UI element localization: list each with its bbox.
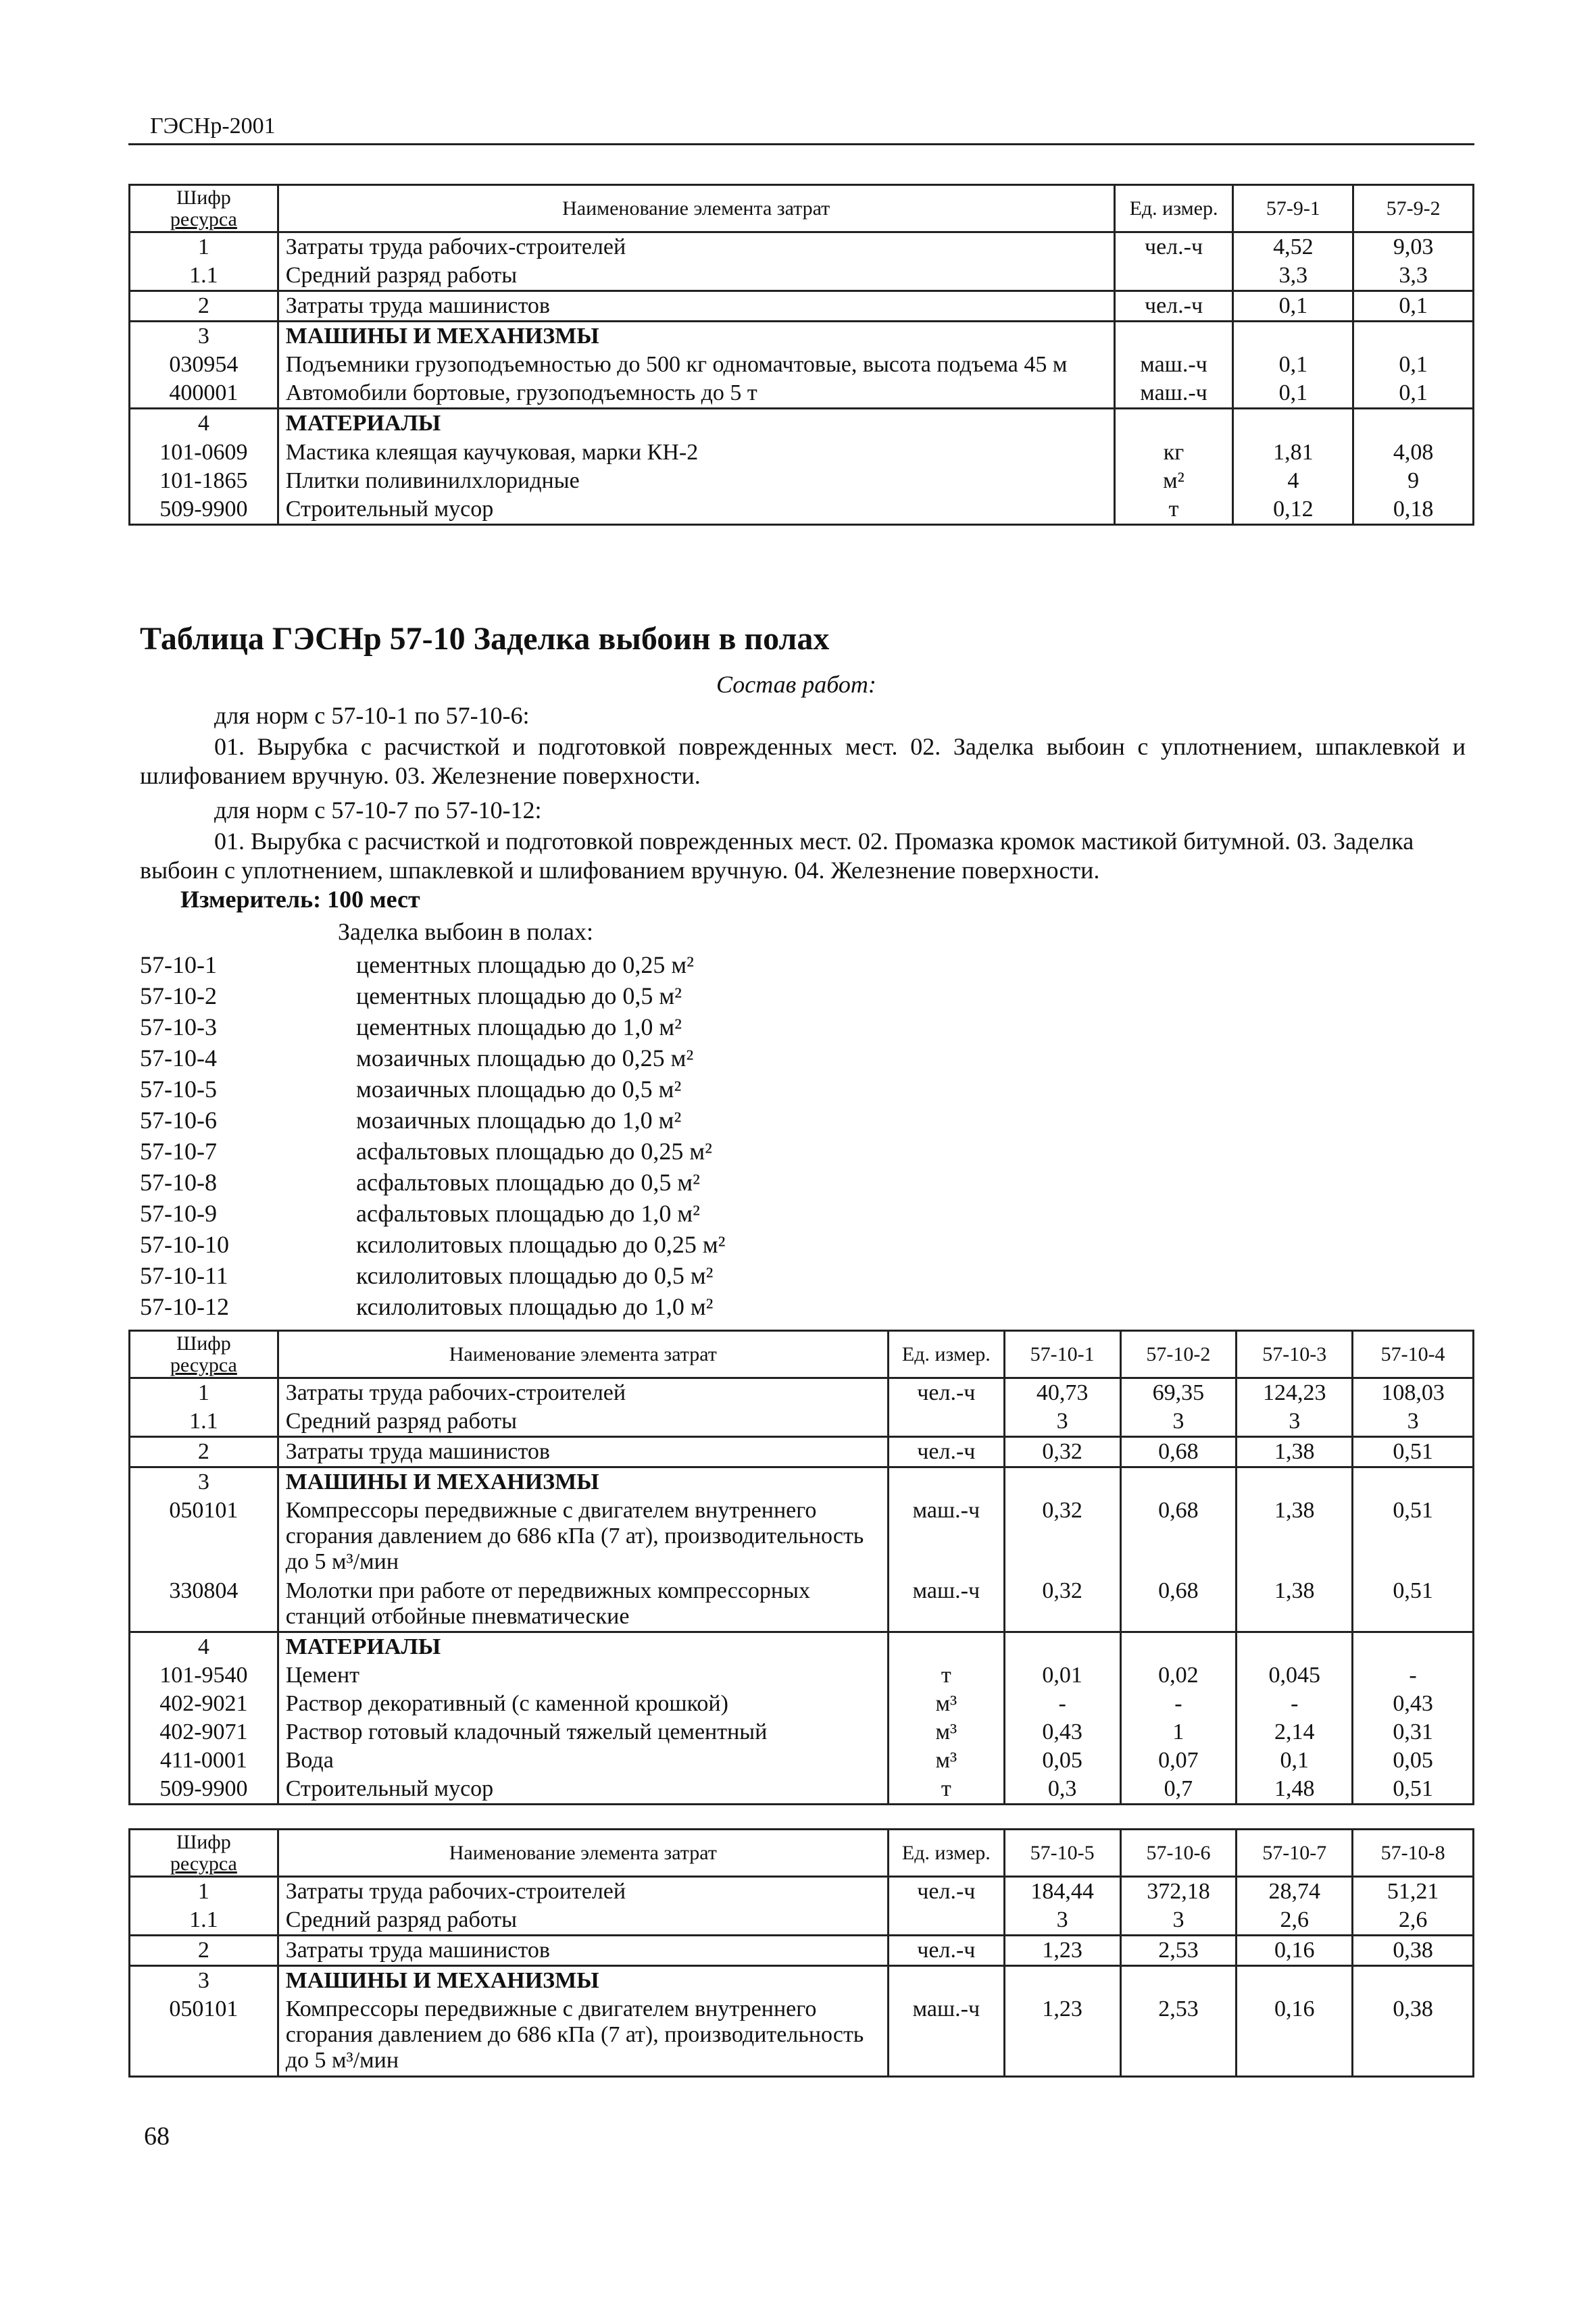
resource-unit: т: [888, 1661, 1004, 1690]
header-norm-column: 57-10-4: [1353, 1331, 1474, 1378]
resource-code: 402-9071: [130, 1718, 278, 1746]
norm-value: 0,38: [1353, 1936, 1474, 1966]
resource-unit: [888, 1632, 1004, 1661]
resource-unit: маш.-ч: [1114, 379, 1233, 409]
norm-value: 4,52: [1233, 232, 1353, 262]
norm-description: ксилолитовых площадью до 0,25 м²: [356, 1231, 726, 1258]
norm-value: 3: [1004, 1906, 1120, 1936]
table-row: [130, 232, 1474, 262]
resource-name: Компрессоры передвижные с двигателем внутреннего сгорания давлением до 686 кПа (7 ат), производительность до 5 м³/мин: [278, 1995, 888, 2076]
norm-code: 57-10-10: [140, 1231, 229, 1258]
norm-range-1: для норм с 57-10-1 по 57-10-6:: [214, 702, 530, 729]
norm-value: [1120, 1632, 1237, 1661]
resource-name: Подъемники грузоподъемностью до 500 кг одномачтовые, высота подъема 45 м: [278, 351, 1114, 379]
norm-value: 0,1: [1233, 291, 1353, 322]
table-row: [130, 291, 1474, 322]
norm-value: 0,32: [1004, 1437, 1120, 1467]
header-name: Наименование элемента затрат: [278, 1830, 888, 1877]
resource-name: Затраты труда рабочих-строителей: [278, 1877, 888, 1907]
norm-value: [1120, 1966, 1237, 1996]
norm-value: 0,045: [1237, 1661, 1353, 1690]
norm-description: цементных площадью до 1,0 м²: [356, 1013, 682, 1040]
table-row: [130, 409, 1474, 438]
norm-description: ксилолитовых площадью до 0,5 м²: [356, 1262, 714, 1289]
resource-code: 1: [130, 232, 278, 262]
table-row: [130, 1661, 1474, 1690]
resource-name: Затраты труда машинистов: [278, 1936, 888, 1966]
resource-table-57-9: [128, 184, 1474, 526]
norm-value: 1,38: [1237, 1437, 1353, 1467]
resource-code: 4: [130, 409, 278, 438]
norm-range-2: для норм с 57-10-7 по 57-10-12:: [214, 797, 542, 824]
norm-list-item: [140, 1229, 725, 1260]
norm-value: 0,01: [1004, 1661, 1120, 1690]
table-row: [130, 467, 1474, 495]
norm-value: 9,03: [1353, 232, 1474, 262]
table-row: [130, 1966, 1474, 1996]
resource-name: МАШИНЫ И МЕХАНИЗМЫ: [278, 322, 1114, 351]
table-row: [130, 495, 1474, 525]
header-norm-column: 57-10-7: [1237, 1830, 1353, 1877]
header-row: [130, 185, 1474, 232]
resource-unit: маш.-ч: [888, 1577, 1004, 1632]
norm-value: 4,08: [1353, 438, 1474, 467]
norm-value: 0,32: [1004, 1577, 1120, 1632]
header-norm-column: 57-10-8: [1353, 1830, 1474, 1877]
norm-value: 1,38: [1237, 1496, 1353, 1576]
norm-list-item: [140, 1291, 725, 1322]
resource-unit: м²: [1114, 467, 1233, 495]
resource-unit: м³: [888, 1690, 1004, 1718]
resource-name: Раствор декоративный (с каменной крошкой): [278, 1690, 888, 1718]
header-row: [130, 1331, 1474, 1378]
resource-name: МАШИНЫ И МЕХАНИЗМЫ: [278, 1467, 888, 1497]
resource-code: 030954: [130, 351, 278, 379]
page-number: 68: [144, 2122, 170, 2150]
norm-value: 0,38: [1353, 1995, 1474, 2076]
norm-description: цементных площадью до 0,5 м²: [356, 982, 682, 1009]
norm-value: 2,6: [1353, 1906, 1474, 1936]
header-norm-column: 57-10-1: [1004, 1331, 1120, 1378]
resource-name: МАТЕРИАЛЫ: [278, 1632, 888, 1661]
header-norm-column: 57-10-6: [1120, 1830, 1237, 1877]
header-norm-column: 57-9-1: [1233, 185, 1353, 232]
resource-code: 1.1: [130, 261, 278, 291]
norm-value: [1353, 409, 1474, 438]
table-title: Таблица ГЭСНр 57-10 Заделка выбоин в полах: [140, 621, 830, 657]
document-code: ГЭСНр-2001: [150, 114, 276, 139]
norm-code: 57-10-1: [140, 951, 217, 978]
norm-code: 57-10-2: [140, 982, 217, 1009]
norm-description: цементных площадью до 0,25 м²: [356, 951, 694, 978]
norm-description: асфальтовых площадью до 0,5 м²: [356, 1169, 700, 1196]
header-code-line1: Шифр: [176, 1332, 231, 1355]
table-row: [130, 1906, 1474, 1936]
norm-value: 0,1: [1233, 379, 1353, 409]
resource-code: 050101: [130, 1995, 278, 2076]
norm-value: [1353, 322, 1474, 351]
norm-value: 3: [1353, 1407, 1474, 1437]
norm-list-item: [140, 949, 725, 980]
norm-value: 0,05: [1004, 1746, 1120, 1775]
norm-value: 0,02: [1120, 1661, 1237, 1690]
norm-value: 51,21: [1353, 1877, 1474, 1907]
header-row: [130, 1830, 1474, 1877]
norm-list-item: [140, 1260, 725, 1291]
resource-unit: [888, 1906, 1004, 1936]
resource-unit: чел.-ч: [888, 1378, 1004, 1408]
resource-code: 4: [130, 1632, 278, 1661]
norm-value: 372,18: [1120, 1877, 1237, 1907]
norm-value: 69,35: [1120, 1378, 1237, 1408]
resource-code: 3: [130, 1467, 278, 1497]
norm-value: -: [1237, 1690, 1353, 1718]
header-code: [130, 1331, 278, 1378]
norm-value: 0,68: [1120, 1437, 1237, 1467]
norm-value: 1,38: [1237, 1577, 1353, 1632]
resource-name: Затраты труда машинистов: [278, 1437, 888, 1467]
resource-unit: [888, 1407, 1004, 1437]
resource-code: 1.1: [130, 1407, 278, 1437]
norm-description: мозаичных площадью до 1,0 м²: [356, 1107, 682, 1134]
resource-code: 2: [130, 1437, 278, 1467]
table-row: [130, 379, 1474, 409]
resource-unit: чел.-ч: [888, 1936, 1004, 1966]
works-list-1: 01. Вырубка с расчисткой и подготовкой поврежденных мест. 02. Заделка выбоин с уплотнением, шпаклевкой и шлифованием вручную. 03. Железнение поверхности.: [140, 733, 1466, 790]
norm-value: 1,48: [1237, 1775, 1353, 1805]
norm-value: 1,23: [1004, 1936, 1120, 1966]
norm-value: 4: [1233, 467, 1353, 495]
resource-unit: чел.-ч: [888, 1877, 1004, 1907]
header-code: [130, 185, 278, 232]
header-code-line1: Шифр: [176, 1831, 231, 1853]
norm-value: 0,1: [1233, 351, 1353, 379]
resource-name: Строительный мусор: [278, 1775, 888, 1805]
table-row: [130, 1577, 1474, 1632]
norm-description: мозаичных площадью до 0,25 м²: [356, 1045, 694, 1072]
resource-name: Средний разряд работы: [278, 261, 1114, 291]
norm-list-item: [140, 980, 725, 1011]
resource-name: Вода: [278, 1746, 888, 1775]
norm-value: [1353, 1632, 1474, 1661]
norm-list-item: [140, 1074, 725, 1105]
norm-value: 108,03: [1353, 1378, 1474, 1408]
table-row: [130, 261, 1474, 291]
resource-name: Автомобили бортовые, грузоподъемность до 5 т: [278, 379, 1114, 409]
resource-code: 2: [130, 1936, 278, 1966]
norm-value: 0,05: [1353, 1746, 1474, 1775]
resource-unit: кг: [1114, 438, 1233, 467]
norm-value: 0,1: [1353, 351, 1474, 379]
resource-unit: [888, 1467, 1004, 1497]
norm-code: 57-10-6: [140, 1107, 217, 1134]
norm-value: 9: [1353, 467, 1474, 495]
norm-list-item: [140, 1105, 725, 1136]
resource-unit: м³: [888, 1746, 1004, 1775]
resource-name: Средний разряд работы: [278, 1407, 888, 1437]
norm-value: [1237, 1467, 1353, 1497]
norm-value: [1233, 322, 1353, 351]
header-code-line2: ресурса: [170, 1852, 237, 1875]
resource-name: Компрессоры передвижные с двигателем внутреннего сгорания давлением до 686 кПа (7 ат), производительность до 5 м³/мин: [278, 1496, 888, 1576]
resource-name: Затраты труда рабочих-строителей: [278, 1378, 888, 1408]
norm-code: 57-10-4: [140, 1045, 217, 1072]
norm-value: -: [1004, 1690, 1120, 1718]
resource-unit: т: [1114, 495, 1233, 525]
norm-value: [1004, 1632, 1120, 1661]
resource-code: 3: [130, 1966, 278, 1996]
composition-label: Состав работ:: [716, 671, 876, 698]
works-list-2: 01. Вырубка с расчисткой и подготовкой поврежденных мест. 02. Промазка кромок мастикой битумной. 03. Заделка выбоин с уплотнением, шпаклевкой и шлифованием вручную. 04. Железнение поверхности.: [140, 828, 1414, 884]
resource-name: Молотки при работе от передвижных компрессорных станций отбойные пневматические: [278, 1577, 888, 1632]
norm-value: [1353, 1966, 1474, 1996]
norm-value: [1120, 1467, 1237, 1497]
norm-code: 57-10-5: [140, 1076, 217, 1103]
resource-name: Затраты труда машинистов: [278, 291, 1114, 322]
resource-unit: чел.-ч: [888, 1437, 1004, 1467]
resource-code: 3: [130, 322, 278, 351]
norm-value: 0,12: [1233, 495, 1353, 525]
norm-description: асфальтовых площадью до 1,0 м²: [356, 1200, 700, 1227]
norm-value: [1004, 1966, 1120, 1996]
norm-value: 1,23: [1004, 1995, 1120, 2076]
header-code-line1: Шифр: [176, 186, 231, 209]
table-row: [130, 1378, 1474, 1408]
resource-code: 101-9540: [130, 1661, 278, 1690]
resource-unit: т: [888, 1775, 1004, 1805]
header-code: [130, 1830, 278, 1877]
norm-list-item: [140, 1167, 725, 1198]
header-norm-column: 57-10-2: [1120, 1331, 1237, 1378]
norm-value: 1: [1120, 1718, 1237, 1746]
meter-unit: Измеритель: 100 мест: [180, 886, 420, 913]
norm-value: 3: [1120, 1906, 1237, 1936]
resource-code: 402-9021: [130, 1690, 278, 1718]
table-row: [130, 1632, 1474, 1661]
header-norm-column: 57-9-2: [1353, 185, 1474, 232]
norm-code: 57-10-12: [140, 1293, 229, 1320]
resource-name: Мастика клеящая каучуковая, марки КН-2: [278, 438, 1114, 467]
table-row: [130, 1437, 1474, 1467]
resource-unit: маш.-ч: [888, 1496, 1004, 1576]
norm-value: 2,53: [1120, 1995, 1237, 2076]
table-row: [130, 1995, 1474, 2076]
resource-name: Раствор готовый кладочный тяжелый цементный: [278, 1718, 888, 1746]
norm-value: 0,7: [1120, 1775, 1237, 1805]
resource-unit: чел.-ч: [1114, 291, 1233, 322]
norm-value: 40,73: [1004, 1378, 1120, 1408]
resource-table-57-10-1-4: [128, 1330, 1474, 1805]
resource-code: 509-9900: [130, 1775, 278, 1805]
resource-name: Строительный мусор: [278, 495, 1114, 525]
norm-value: 0,51: [1353, 1775, 1474, 1805]
resource-code: 1: [130, 1877, 278, 1907]
norm-value: 184,44: [1004, 1877, 1120, 1907]
norm-value: 0,68: [1120, 1577, 1237, 1632]
norm-description: асфальтовых площадью до 0,25 м²: [356, 1138, 712, 1165]
norm-list-title: Заделка выбоин в полах:: [338, 918, 593, 945]
norm-value: [1004, 1467, 1120, 1497]
resource-unit: маш.-ч: [1114, 351, 1233, 379]
norm-value: -: [1353, 1661, 1474, 1690]
resource-name: МАШИНЫ И МЕХАНИЗМЫ: [278, 1966, 888, 1996]
norm-value: 0,3: [1004, 1775, 1120, 1805]
norm-list-item: [140, 1042, 725, 1074]
table-row: [130, 1877, 1474, 1907]
norm-value: 0,18: [1353, 495, 1474, 525]
norm-list-item: [140, 1136, 725, 1167]
resource-unit: [1114, 261, 1233, 291]
norm-code: 57-10-11: [140, 1262, 228, 1289]
norm-value: 0,1: [1353, 379, 1474, 409]
resource-name: Затраты труда рабочих-строителей: [278, 232, 1114, 262]
resource-unit: чел.-ч: [1114, 232, 1233, 262]
resource-table-57-10-5-8: [128, 1828, 1474, 2078]
norm-value: 3: [1120, 1407, 1237, 1437]
norm-code: 57-10-7: [140, 1138, 217, 1165]
norm-value: 0,51: [1353, 1437, 1474, 1467]
resource-name: Цемент: [278, 1661, 888, 1690]
norm-value: 1,81: [1233, 438, 1353, 467]
norm-code: 57-10-3: [140, 1013, 217, 1040]
resource-unit: [1114, 322, 1233, 351]
table-row: [130, 1746, 1474, 1775]
header-code-line2: ресурса: [170, 1353, 237, 1376]
resource-name: МАТЕРИАЛЫ: [278, 409, 1114, 438]
norm-list-item: [140, 1198, 725, 1229]
resource-unit: [1114, 409, 1233, 438]
resource-code: 411-0001: [130, 1746, 278, 1775]
norm-value: 3,3: [1353, 261, 1474, 291]
resource-code: 050101: [130, 1496, 278, 1576]
norm-value: 0,68: [1120, 1496, 1237, 1576]
table-row: [130, 1467, 1474, 1497]
header-unit: Ед. измер.: [888, 1331, 1004, 1378]
norm-value: 2,6: [1237, 1906, 1353, 1936]
norm-value: 3: [1004, 1407, 1120, 1437]
resource-code: 1.1: [130, 1906, 278, 1936]
norm-value: [1237, 1632, 1353, 1661]
norm-value: 2,53: [1120, 1936, 1237, 1966]
resource-unit: м³: [888, 1718, 1004, 1746]
resource-code: 101-0609: [130, 438, 278, 467]
table-row: [130, 1775, 1474, 1805]
table-row: [130, 1407, 1474, 1437]
table-row: [130, 351, 1474, 379]
norm-code: 57-10-8: [140, 1169, 217, 1196]
header-norm-column: 57-10-5: [1004, 1830, 1120, 1877]
norm-value: [1353, 1467, 1474, 1497]
table-row: [130, 322, 1474, 351]
norm-list-item: [140, 1011, 725, 1042]
norm-description: мозаичных площадью до 0,5 м²: [356, 1076, 682, 1103]
norm-value: 0,51: [1353, 1496, 1474, 1576]
norm-value: 0,1: [1353, 291, 1474, 322]
norm-value: 0,07: [1120, 1746, 1237, 1775]
resource-unit: маш.-ч: [888, 1995, 1004, 2076]
table-row: [130, 1690, 1474, 1718]
norm-value: 0,31: [1353, 1718, 1474, 1746]
resource-name: Плитки поливинилхлоридные: [278, 467, 1114, 495]
norm-list: [140, 949, 725, 1322]
table-row: [130, 438, 1474, 467]
header-unit: Ед. измер.: [888, 1830, 1004, 1877]
norm-description: ксилолитовых площадью до 1,0 м²: [356, 1293, 714, 1320]
norm-value: 0,43: [1004, 1718, 1120, 1746]
norm-value: -: [1120, 1690, 1237, 1718]
norm-value: 0,43: [1353, 1690, 1474, 1718]
table-row: [130, 1496, 1474, 1576]
norm-value: 0,51: [1353, 1577, 1474, 1632]
header-norm-column: 57-10-3: [1237, 1331, 1353, 1378]
norm-value: 0,16: [1237, 1995, 1353, 2076]
norm-value: 0,32: [1004, 1496, 1120, 1576]
norm-value: [1233, 409, 1353, 438]
norm-value: 0,16: [1237, 1936, 1353, 1966]
resource-code: 400001: [130, 379, 278, 409]
norm-value: 0,1: [1237, 1746, 1353, 1775]
norm-value: [1237, 1966, 1353, 1996]
header-name: Наименование элемента затрат: [278, 185, 1114, 232]
norm-code: 57-10-9: [140, 1200, 217, 1227]
header-unit: Ед. измер.: [1114, 185, 1233, 232]
resource-code: 1: [130, 1378, 278, 1408]
norm-value: 28,74: [1237, 1877, 1353, 1907]
header-rule: [128, 143, 1474, 145]
resource-unit: [888, 1966, 1004, 1996]
resource-code: 2: [130, 291, 278, 322]
norm-value: 3: [1237, 1407, 1353, 1437]
table-row: [130, 1936, 1474, 1966]
header-name: Наименование элемента затрат: [278, 1331, 888, 1378]
resource-code: 101-1865: [130, 467, 278, 495]
resource-name: Средний разряд работы: [278, 1906, 888, 1936]
table-row: [130, 1718, 1474, 1746]
norm-value: 3,3: [1233, 261, 1353, 291]
resource-code: 330804: [130, 1577, 278, 1632]
header-code-line2: ресурса: [170, 207, 237, 230]
resource-code: 509-9900: [130, 495, 278, 525]
norm-value: 2,14: [1237, 1718, 1353, 1746]
norm-value: 124,23: [1237, 1378, 1353, 1408]
